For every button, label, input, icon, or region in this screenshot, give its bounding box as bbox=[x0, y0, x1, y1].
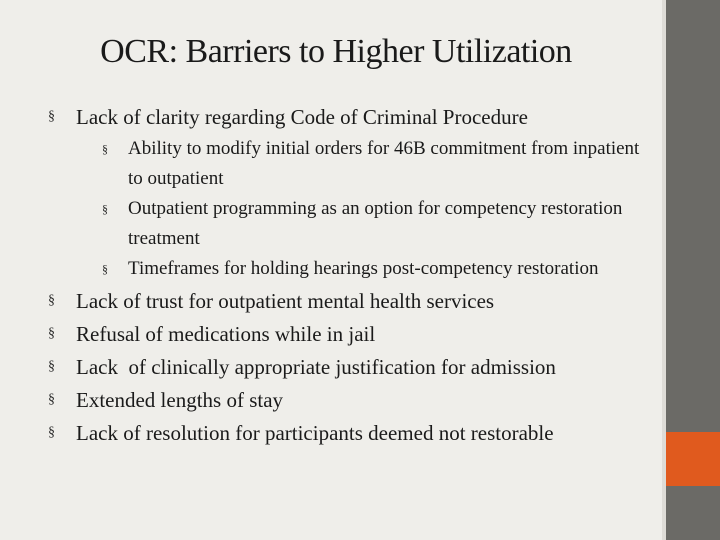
bullet-item bbox=[48, 321, 648, 347]
bullet-text: Lack of clinically appropriate justification for admission bbox=[76, 355, 556, 379]
bullet-text: Refusal of medications while in jail bbox=[76, 322, 376, 346]
bullet-icon: § bbox=[48, 425, 55, 440]
sub-bullet-text: Timeframes for holding hearings post-competency restoration bbox=[128, 258, 599, 279]
bullet-icon: § bbox=[102, 202, 108, 216]
sub-bullet-text: Outpatient programming as an option for competency restoration treatment bbox=[128, 198, 623, 249]
bullet-text: Lack of trust for outpatient mental health services bbox=[76, 289, 495, 313]
bullet-icon: § bbox=[102, 142, 108, 156]
sub-bullet-list bbox=[76, 134, 648, 284]
bullet-text: Lack of clarity regarding Code of Criminal Procedure bbox=[76, 105, 528, 129]
bullet-icon: § bbox=[48, 359, 55, 374]
sub-bullet-item bbox=[102, 194, 648, 254]
bullet-item bbox=[48, 387, 648, 413]
bullet-icon: § bbox=[48, 109, 55, 124]
sub-bullet-text: Ability to modify initial orders for 46B commitment from inpatient to outpatient bbox=[128, 138, 640, 189]
sub-bullet-item bbox=[102, 254, 648, 284]
bullet-icon: § bbox=[102, 262, 108, 276]
bullet-icon: § bbox=[48, 392, 55, 407]
bullet-list bbox=[48, 104, 648, 453]
bullet-icon: § bbox=[48, 326, 55, 341]
bullet-item bbox=[48, 420, 648, 446]
bullet-item bbox=[48, 288, 648, 314]
bullet-text: Extended lengths of stay bbox=[76, 388, 284, 412]
slide-title: OCR: Barriers to Higher Utilization bbox=[100, 33, 572, 70]
accent-block bbox=[666, 432, 720, 486]
bullet-item bbox=[48, 354, 648, 380]
bullet-item bbox=[48, 104, 648, 284]
sub-bullet-item bbox=[102, 134, 648, 194]
bullet-icon: § bbox=[48, 293, 55, 308]
bullet-text: Lack of resolution for participants deemed not restorable bbox=[76, 421, 554, 445]
